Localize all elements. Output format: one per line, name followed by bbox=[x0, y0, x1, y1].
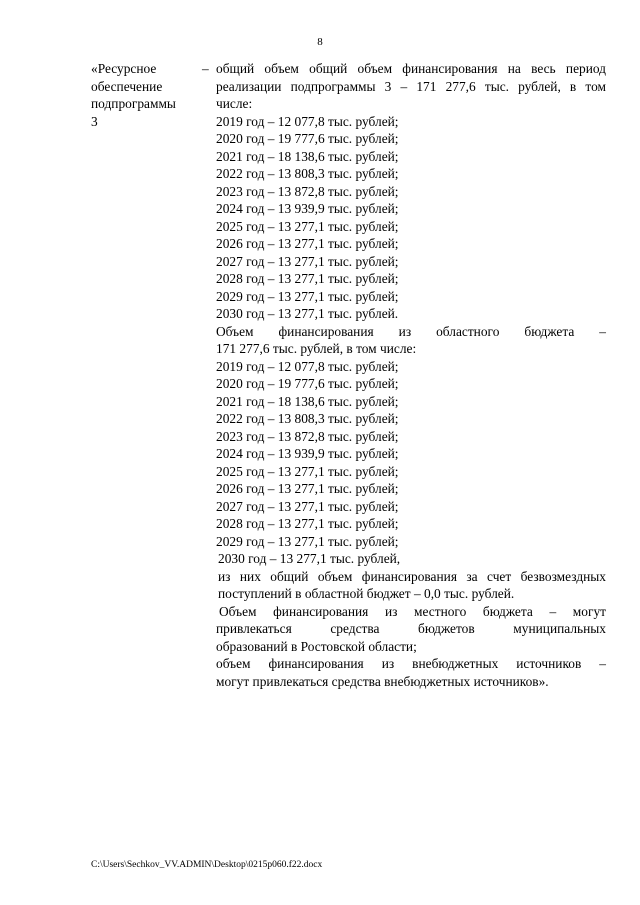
regional-budget-line: Объем финансирования из областного бюджета – bbox=[216, 323, 606, 339]
year-total-line: 2021 год – 18 138,6 тыс. рублей; bbox=[216, 148, 399, 164]
year-regional-line: 2021 год – 18 138,6 тыс. рублей; bbox=[216, 393, 399, 409]
year-total-line: 2025 год – 13 277,1 тыс. рублей; bbox=[216, 218, 399, 234]
year-regional-line: 2020 год – 19 777,6 тыс. рублей; bbox=[216, 376, 399, 391]
year-regional-line: 2025 год – 13 277,1 тыс. рублей; bbox=[216, 463, 399, 479]
year-total-line: 2030 год – 13 277,1 тыс. рублей. bbox=[216, 306, 399, 321]
local-budget-line: Объем финансирования из местного бюджета – могут bbox=[219, 603, 606, 619]
year-total-line: 2024 год – 13 939,9 тыс. рублей; bbox=[216, 201, 399, 216]
year-regional-line: 2019 год – 12 077,8 тыс. рублей; bbox=[216, 358, 399, 374]
year-total-line: 2029 год – 13 277,1 тыс. рублей; bbox=[216, 288, 399, 304]
row-label-line: «Ресурсное bbox=[91, 61, 157, 76]
intro-line: общий объем общий объем финансирования на весь период bbox=[216, 61, 606, 76]
separator-dash: – bbox=[202, 61, 209, 76]
year-regional-line: 2029 год – 13 277,1 тыс. рублей; bbox=[216, 533, 399, 549]
year-regional-line: 2028 год – 13 277,1 тыс. рублей; bbox=[216, 516, 399, 531]
year-total-line: 2022 год – 13 808,3 тыс. рублей; bbox=[216, 166, 399, 181]
year-regional-line: 2027 год – 13 277,1 тыс. рублей; bbox=[216, 498, 399, 514]
year-total-line: 2020 год – 19 777,6 тыс. рублей; bbox=[216, 131, 399, 146]
extrabudgetary-line: могут привлекаться средства внебюджетных источников». bbox=[216, 673, 549, 689]
row-label-line: подпрограммы bbox=[91, 96, 176, 111]
year-regional-line: 2024 год – 13 939,9 тыс. рублей; bbox=[216, 446, 399, 461]
year-total-line: 2027 год – 13 277,1 тыс. рублей; bbox=[216, 253, 399, 269]
year-regional-line: 2023 год – 13 872,8 тыс. рублей; bbox=[216, 428, 399, 444]
funding-description bbox=[216, 60, 606, 690]
regional-budget-line: 171 277,6 тыс. рублей, в том числе: bbox=[216, 341, 417, 356]
year-regional-line: 2030 год – 13 277,1 тыс. рублей, bbox=[218, 551, 401, 566]
row-label-line: 3 bbox=[91, 113, 98, 129]
year-regional-line: 2026 год – 13 277,1 тыс. рублей; bbox=[216, 481, 399, 496]
gratuitous-receipts-line: из них общий объем финансирования за счет безвозмездных bbox=[218, 568, 606, 584]
year-total-line: 2026 год – 13 277,1 тыс. рублей; bbox=[216, 236, 399, 251]
row-label bbox=[91, 60, 199, 130]
extrabudgetary-line: объем финансирования из внебюджетных источников – bbox=[216, 656, 606, 671]
intro-line: числе: bbox=[216, 96, 253, 111]
page-number: 8 bbox=[317, 36, 323, 48]
year-total-line: 2023 год – 13 872,8 тыс. рублей; bbox=[216, 183, 399, 199]
year-total-line: 2019 год – 12 077,8 тыс. рублей; bbox=[216, 113, 399, 129]
local-budget-line: образований в Ростовской области; bbox=[216, 638, 417, 654]
year-total-line: 2028 год – 13 277,1 тыс. рублей; bbox=[216, 271, 399, 286]
gratuitous-receipts-line: поступлений в областной бюджет – 0,0 тыс. рублей. bbox=[218, 586, 515, 601]
row-label-line: обеспечение bbox=[91, 78, 163, 94]
year-regional-line: 2022 год – 13 808,3 тыс. рублей; bbox=[216, 411, 399, 426]
local-budget-line: привлекаться средства бюджетов муниципальных bbox=[216, 621, 606, 636]
file-path-footer: C:\Users\Sechkov_VV.ADMIN\Desktop\0215p060.f22.docx bbox=[91, 860, 323, 870]
intro-line: реализации подпрограммы 3 – 171 277,6 тыс. рублей, в том bbox=[216, 78, 606, 94]
